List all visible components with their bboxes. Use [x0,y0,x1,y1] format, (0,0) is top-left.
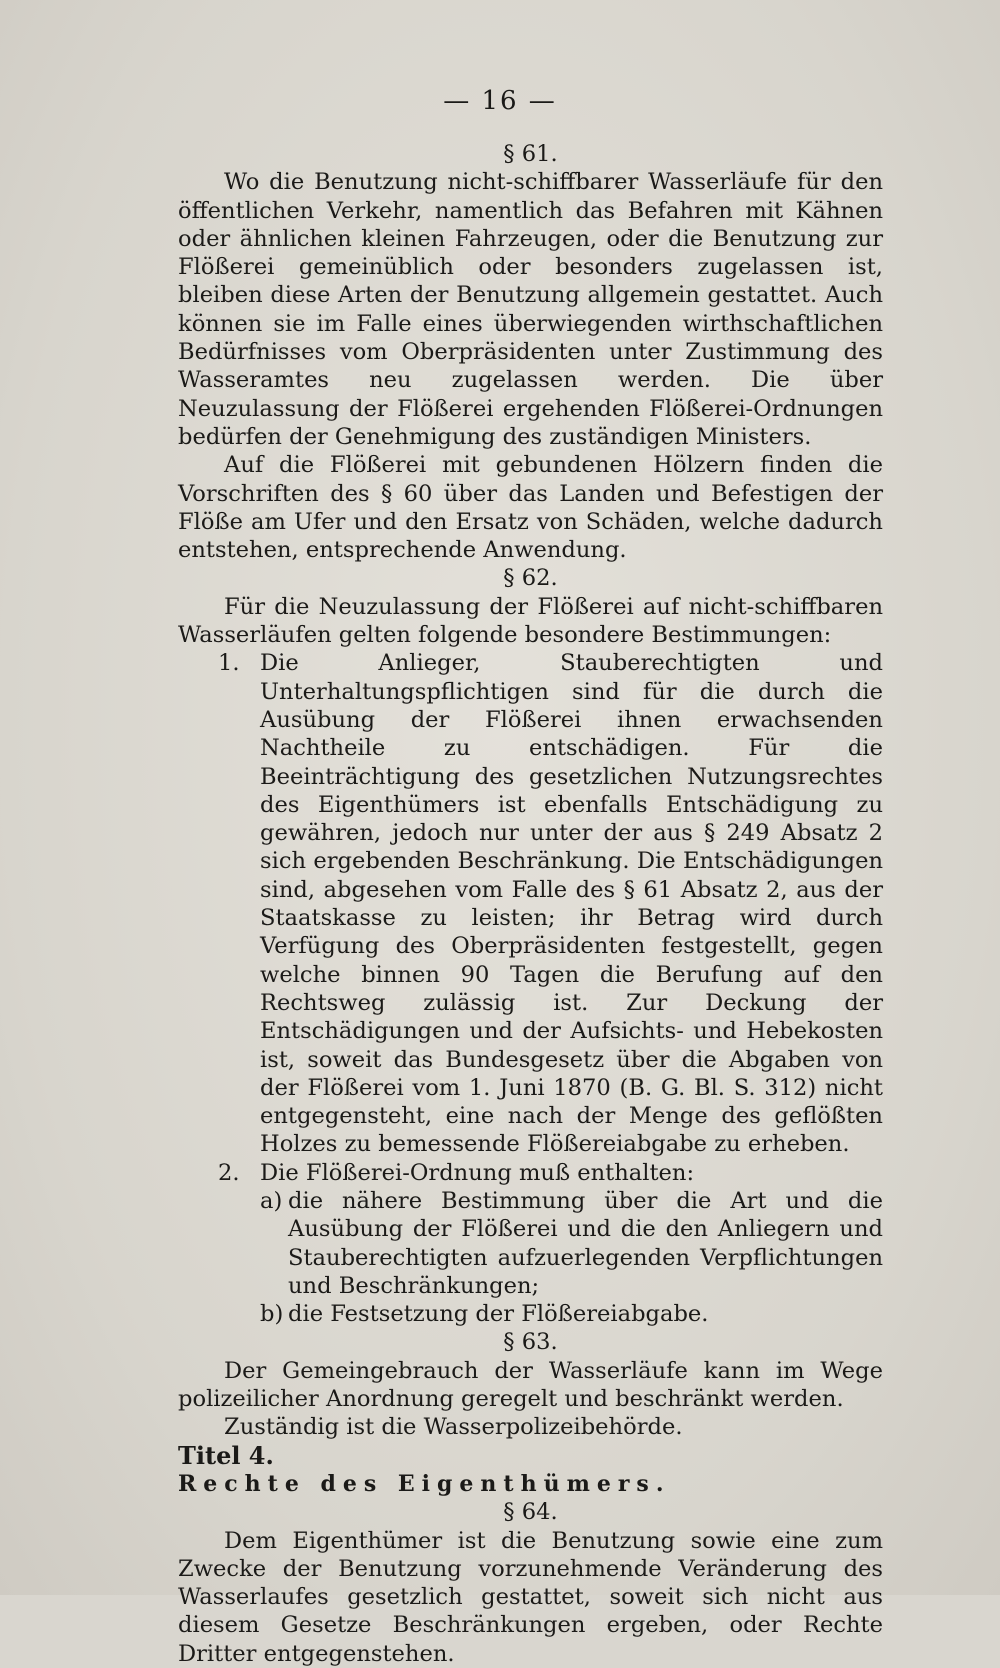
title-rubric: Rechte des Eigenthümers. [178,1470,671,1497]
section-64-paragraph-1: Dem Eigenthümer ist die Benutzung sowie eine zum Zwecke der Benutzung vorzunehmende Veränderung des Wasserlaufes gesetzlich gestattet, soweit sich nicht aus diesem Gesetze Beschränkungen ergeben, oder Rechte Dritter entgegenstehen. [178,1527,883,1667]
page-content [178,140,883,1668]
page-number: — 16 — [443,86,557,116]
section-63-heading: § 63. [503,1329,558,1356]
list-item [178,649,883,1158]
section-64-heading: § 64. [503,1499,558,1526]
list-item-number: 2. [218,1159,240,1186]
sublist-item-letter: b) [260,1301,284,1328]
sublist-item-letter: a) [260,1187,283,1214]
sublist-item-text: die nähere Bestimmung über die Art und die Ausübung der Flößerei und die den Anliegern und Stauberechtigten aufzuerlegenden Verpflichtungen und Beschränkungen; [288,1187,883,1299]
list-item [178,1159,883,1187]
section-62-heading: § 62. [503,565,558,592]
list-item-text: Die Anlieger, Stauberechtigten und Unterhaltungspflichtigen sind für die durch die Ausübung der Flößerei ihnen erwachsenden Nachtheile zu entschädigen. Für die Beeinträchtigung des gesetzlichen Nutzungsrechtes des Eigenthümers ist ebenfalls Entschädigung zu gewähren, jedoch nur unter der aus § 249 Absatz 2 sich ergebenden Beschränkung. Die Entschädigungen sind, abgesehen vom Falle des § 61 Absatz 2, aus der Staatskasse zu leisten; ihr Betrag wird durch Verfügung des Oberpräsidenten festgestellt, gegen welche binnen 90 Tagen die Berufung auf den Rechtsweg zulässig ist. Zur Deckung der Entschädigungen und der Aufsichts- und Hebekosten ist, soweit das Bundesgesetz über die Abgaben von der Flößerei vom 1. Juni 1870 (B. G. Bl. S. 312) nicht entgegensteht, eine nach der Menge des geflößten Holzes zu bemessende Flößereiabgabe zu erheben. [260,650,883,1158]
section-62-list [178,649,883,1187]
list-item-text: Die Flößerei-Ordnung muß enthalten: [260,1159,695,1186]
section-61-paragraph-1: Wo die Benutzung nicht-schiffbarer Wasserläufe für den öffentlichen Verkehr, namentlich das Befahren mit Kähnen oder ähnlichen kleinen Fahrzeugen, oder die Benutzung zur Flößerei gemeinüblich oder besonders zugelassen ist, bleiben diese Arten der Benutzung allgemein gestattet. Auch können sie im Falle eines überwiegenden wirthschaftlichen Bedürfnisses vom Oberpräsidenten unter Zustimmung des Wasseramtes neu zugelassen werden. Die über Neuzulassung der Flößerei ergehenden Flößerei-Ordnungen bedürfen der Genehmigung des zuständigen Ministers. [178,169,883,450]
sublist-item [178,1187,883,1300]
title-heading: Titel 4. [178,1440,274,1470]
section-63-paragraph-1: Der Gemeingebrauch der Wasserläufe kann im Wege polizeilicher Anordnung geregelt und beschränkt werden. [178,1357,883,1413]
section-62-sublist [178,1187,883,1328]
section-63-paragraph-2: Zuständig ist die Wasserpolizeibehörde. [224,1414,683,1441]
list-item-number: 1. [218,650,240,677]
section-61-paragraph-2: Auf die Flößerei mit gebundenen Hölzern finden die Vorschriften des § 60 über das Landen und Befestigen der Flöße am Ufer und den Ersatz von Schäden, welche dadurch entstehen, entsprechende Anwendung. [178,452,883,564]
section-62-intro: Für die Neuzulassung der Flößerei auf nicht-schiffbaren Wasserläufen gelten folgende besondere Bestimmungen: [178,593,883,649]
sublist-item [178,1300,883,1328]
section-61-heading: § 61. [503,141,558,167]
sublist-item-text: die Festsetzung der Flößereiabgabe. [288,1301,709,1328]
